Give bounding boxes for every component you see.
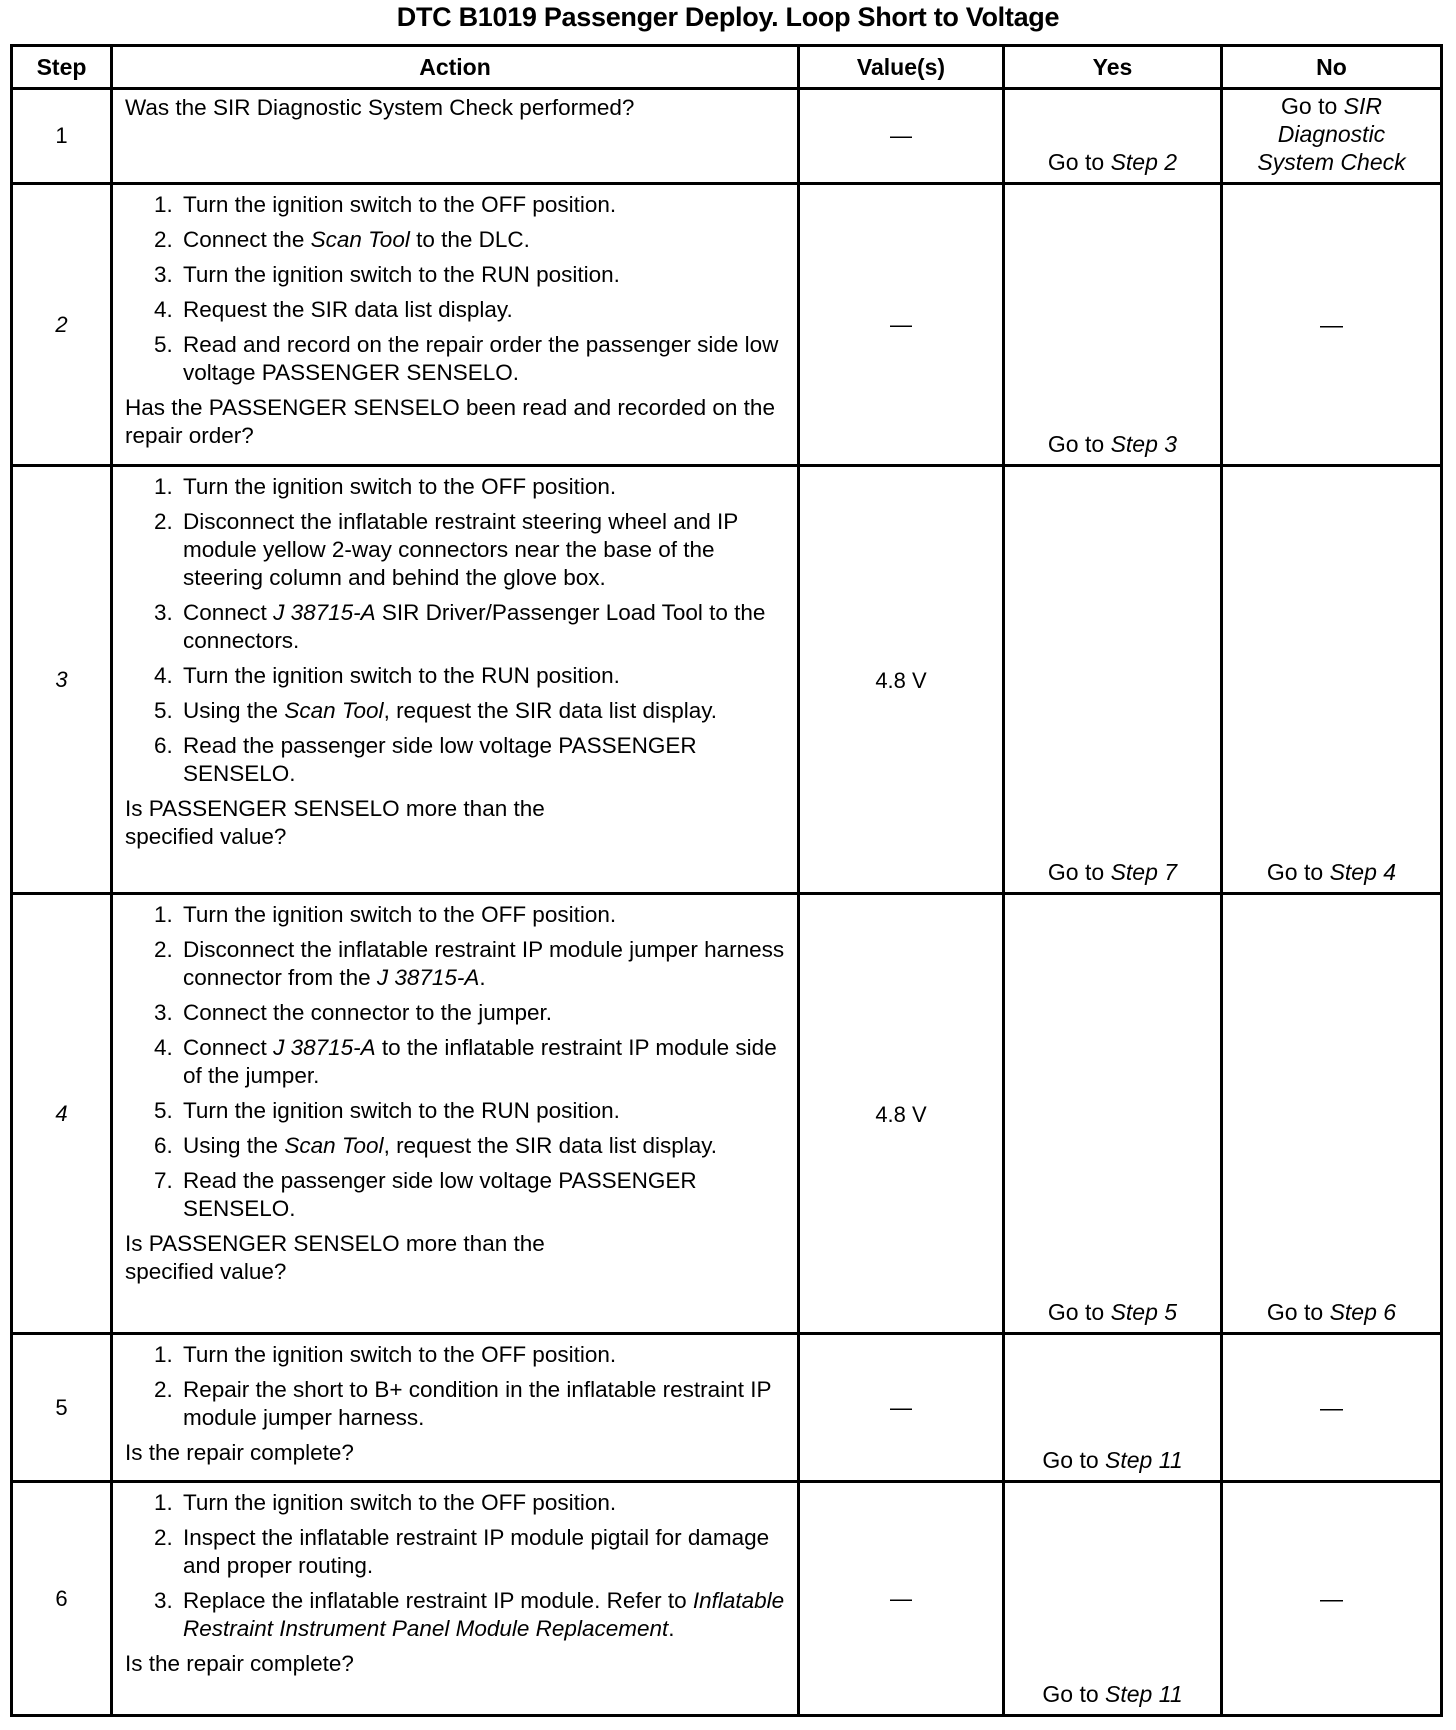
action-question: Is PASSENGER SENSELO more than the specified value? — [125, 1231, 545, 1284]
step-text: . — [668, 1616, 675, 1641]
step-text: Turn the ignition switch to the OFF position. — [183, 474, 617, 499]
step-text: Read the passenger side low voltage PASSENGER SENSELO. — [183, 733, 697, 786]
action-steps — [125, 1341, 787, 1432]
header-step: Step — [12, 46, 112, 89]
action-steps — [125, 191, 787, 387]
action-step-item — [179, 662, 787, 690]
no-ref: Step 4 — [1329, 859, 1397, 885]
action-step-item — [179, 999, 787, 1027]
step-text: Repair the short to B+ condition in the inflatable restraint IP module jumper harness. — [183, 1377, 772, 1430]
step-text: Inspect the inflatable restraint IP module pigtail for damage and proper routing. — [183, 1525, 770, 1578]
no-link[interactable] — [1223, 1298, 1440, 1326]
no-cell — [1222, 894, 1442, 1334]
step-text: Using the — [183, 1133, 285, 1158]
table-row-step-2 — [12, 184, 1442, 466]
step-text: Connect — [183, 600, 274, 625]
step-text: Connect — [183, 1035, 274, 1060]
action-cell — [112, 894, 799, 1334]
step-reference: Inflatable Restraint Instrument Panel Module Replacement — [183, 1588, 785, 1641]
no-cell — [1222, 89, 1442, 184]
no-link[interactable] — [1223, 92, 1440, 176]
value-text: — — [890, 123, 912, 148]
step-text: Request the SIR data list display. — [183, 297, 513, 322]
yes-link[interactable] — [1005, 148, 1220, 176]
yes-prefix: Go to — [1047, 431, 1111, 457]
step-text: to the DLC. — [409, 227, 530, 252]
action-question: Was the SIR Diagnostic System Check performed? — [125, 95, 635, 120]
table-row-step-1 — [12, 89, 1442, 184]
no-ref: Step 6 — [1329, 1299, 1397, 1325]
action-step-item — [179, 1489, 787, 1517]
action-step-item — [179, 732, 787, 788]
yes-prefix: Go to — [1042, 1681, 1106, 1707]
header-row — [12, 46, 1442, 89]
value-cell — [799, 894, 1004, 1334]
step-text: Turn the ignition switch to the OFF position. — [183, 902, 617, 927]
value-text: 4.8 V — [875, 1101, 927, 1127]
action-step-item — [179, 331, 787, 387]
table-row-step-3 — [12, 466, 1442, 894]
step-text: Disconnect the inflatable restraint IP module jumper harness connector from the — [183, 937, 785, 990]
step-reference: Scan Tool — [284, 698, 384, 723]
action-step-item — [179, 1524, 787, 1580]
no-link[interactable] — [1223, 858, 1440, 886]
step-text: , request the SIR data list display. — [383, 1133, 718, 1158]
value-cell — [799, 1482, 1004, 1716]
action-step-item — [179, 1167, 787, 1223]
action-step-item — [179, 901, 787, 929]
value-cell — [799, 184, 1004, 466]
action-steps — [125, 1489, 787, 1643]
action-cell — [112, 1334, 799, 1482]
step-text: Read the passenger side low voltage PASSENGER SENSELO. — [183, 1168, 697, 1221]
step-reference: J 38715-A — [273, 1035, 376, 1060]
yes-ref: Step 11 — [1105, 1681, 1183, 1707]
document-title: DTC B1019 Passenger Deploy. Loop Short to Voltage — [396, 2, 1060, 32]
action-step-item — [179, 1587, 787, 1643]
action-cell — [112, 466, 799, 894]
yes-cell — [1004, 184, 1222, 466]
step-reference: J 38715-A — [273, 600, 376, 625]
action-step-item — [179, 1034, 787, 1090]
step-reference: Scan Tool — [284, 1133, 384, 1158]
no-cell — [1222, 184, 1442, 466]
yes-cell — [1004, 466, 1222, 894]
action-step-item — [179, 261, 787, 289]
action-step-item — [179, 1132, 787, 1160]
yes-ref: Step 11 — [1105, 1447, 1183, 1473]
step-number: 2 — [12, 184, 112, 466]
step-text: Using the — [183, 698, 285, 723]
no-text: — — [1320, 311, 1343, 337]
action-step-item — [179, 936, 787, 992]
step-text: Read and record on the repair order the passenger side low voltage PASSENGER SENSELO. — [183, 332, 779, 385]
yes-ref: Step 3 — [1110, 431, 1178, 457]
step-number: 6 — [12, 1482, 112, 1716]
action-step-item — [179, 697, 787, 725]
no-text: — — [1320, 1585, 1343, 1611]
table-row-step-6 — [12, 1482, 1442, 1716]
no-text: — — [1320, 1394, 1343, 1420]
diagnostic-table — [10, 44, 1443, 1717]
value-text: — — [890, 1394, 912, 1420]
yes-prefix: Go to — [1042, 1447, 1106, 1473]
action-steps — [125, 901, 787, 1223]
action-question: Has the PASSENGER SENSELO been read and recorded on the repair order? — [125, 395, 775, 448]
action-question: Is the repair complete? — [125, 1440, 354, 1465]
step-text: Turn the ignition switch to the OFF position. — [183, 192, 617, 217]
value-cell — [799, 89, 1004, 184]
value-cell — [799, 1334, 1004, 1482]
yes-link[interactable] — [1005, 1298, 1220, 1326]
yes-prefix: Go to — [1047, 149, 1111, 175]
step-text: Connect the — [183, 227, 311, 252]
yes-link[interactable] — [1005, 1446, 1220, 1474]
value-cell — [799, 466, 1004, 894]
step-text: , request the SIR data list display. — [383, 698, 718, 723]
step-reference: Scan Tool — [310, 227, 410, 252]
step-number: 3 — [12, 466, 112, 894]
header-action: Action — [112, 46, 799, 89]
yes-cell — [1004, 1482, 1222, 1716]
value-text: 4.8 V — [875, 667, 927, 693]
step-text: Turn the ignition switch to the RUN position. — [183, 663, 620, 688]
step-number: 4 — [12, 894, 112, 1334]
step-text: Disconnect the inflatable restraint steering wheel and IP module yellow 2-way connectors near the base of the steering column and behind the glove box. — [183, 509, 738, 590]
yes-cell — [1004, 89, 1222, 184]
no-cell — [1222, 1482, 1442, 1716]
no-prefix: Go to — [1266, 1299, 1330, 1325]
yes-link[interactable] — [1005, 1680, 1220, 1708]
value-text: — — [890, 1585, 912, 1611]
yes-ref: Step 7 — [1110, 859, 1178, 885]
header-yes: Yes — [1004, 46, 1222, 89]
action-cell — [112, 184, 799, 466]
action-step-item — [179, 226, 787, 254]
yes-link[interactable] — [1005, 430, 1220, 458]
no-prefix: Go to — [1266, 859, 1330, 885]
no-prefix: Go to — [1281, 93, 1344, 119]
step-number: 1 — [12, 89, 112, 184]
table-row-step-5 — [12, 1334, 1442, 1482]
no-cell — [1222, 466, 1442, 894]
step-number: 5 — [12, 1334, 112, 1482]
action-question: Is PASSENGER SENSELO more than the specified value? — [125, 796, 545, 849]
no-cell — [1222, 1334, 1442, 1482]
yes-prefix: Go to — [1047, 1299, 1111, 1325]
action-step-item — [179, 191, 787, 219]
action-step-item — [179, 1097, 787, 1125]
header-no: No — [1222, 46, 1442, 89]
step-text: Turn the ignition switch to the RUN position. — [183, 262, 620, 287]
action-step-item — [179, 1376, 787, 1432]
yes-cell — [1004, 894, 1222, 1334]
yes-ref: Step 2 — [1110, 149, 1178, 175]
step-text: Turn the ignition switch to the OFF position. — [183, 1342, 617, 1367]
no-ref: SIR Diagnostic System Check — [1257, 93, 1406, 175]
step-text: SIR Driver/Passenger Load Tool to the connectors. — [183, 600, 766, 653]
yes-ref: Step 5 — [1110, 1299, 1178, 1325]
yes-cell — [1004, 1334, 1222, 1482]
action-step-item — [179, 1341, 787, 1369]
step-text: to the inflatable restraint IP module side of the jumper. — [183, 1035, 777, 1088]
action-steps — [125, 473, 787, 788]
action-step-item — [179, 599, 787, 655]
value-text: — — [890, 311, 912, 337]
step-text: . — [479, 965, 486, 990]
step-text: Turn the ignition switch to the RUN position. — [183, 1098, 620, 1123]
action-step-item — [179, 473, 787, 501]
step-text: Connect the connector to the jumper. — [183, 1000, 552, 1025]
step-reference: J 38715-A — [376, 965, 480, 990]
step-text: Replace the inflatable restraint IP module. Refer to — [183, 1588, 693, 1613]
action-cell — [112, 1482, 799, 1716]
yes-link[interactable] — [1005, 858, 1220, 886]
action-step-item — [179, 296, 787, 324]
header-values: Value(s) — [799, 46, 1004, 89]
action-question: Is the repair complete? — [125, 1651, 354, 1676]
table-row-step-4 — [12, 894, 1442, 1334]
action-cell — [112, 89, 799, 184]
yes-prefix: Go to — [1047, 859, 1111, 885]
step-text: Turn the ignition switch to the OFF position. — [183, 1490, 617, 1515]
action-step-item — [179, 508, 787, 592]
